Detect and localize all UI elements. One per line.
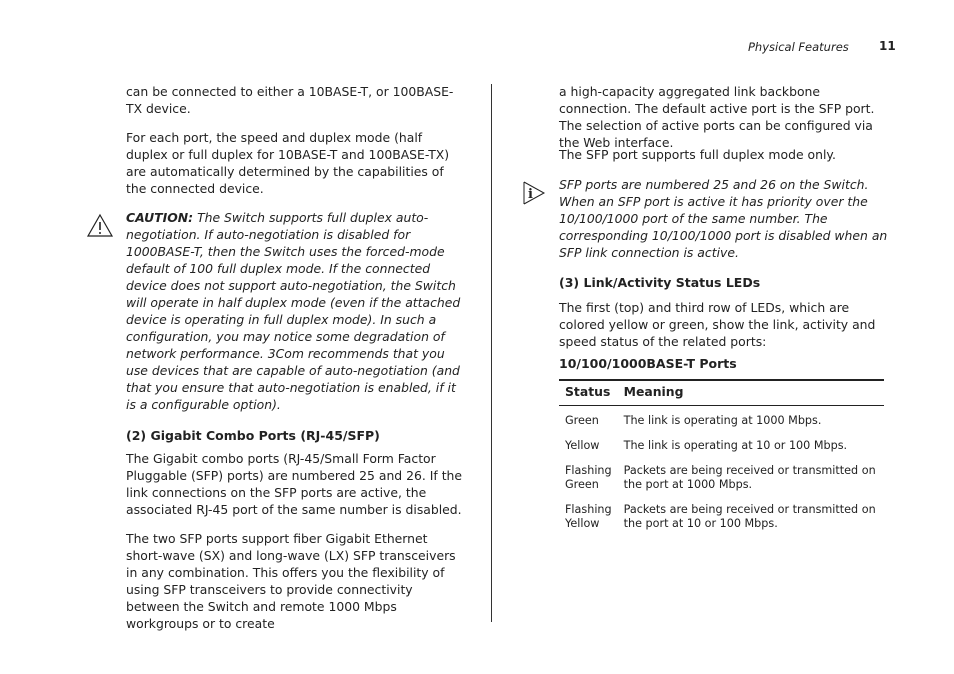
sfp-note: SFP ports are numbered 25 and 26 on the Switch. When an SFP port is active it has priority over the 10/100/1000 port of the same number. The corresponding 10/100/1000 port is disabled when an SFP link connection is active. (559, 177, 888, 260)
section-heading-combo-ports: (2) Gigabit Combo Ports (RJ-45/SFP) (126, 428, 380, 443)
meaning-cell: The link is operating at 10 or 100 Mbps. (623, 439, 848, 452)
table-row (559, 456, 884, 495)
right-paragraph-1: a high-capacity aggregated link backbone connection. The default active port is the SFP port. The selection of active ports can be configured via the Web interface. (559, 84, 875, 150)
table-subheading: 10/100/1000BASE-T Ports (559, 356, 737, 371)
status-cell: Flashing Green (565, 464, 612, 491)
status-cell: Yellow (565, 439, 600, 452)
table-row (559, 431, 884, 456)
right-paragraph-3: The first (top) and third row of LEDs, which are colored yellow or green, show the link, activity and speed status of the related ports: (559, 300, 876, 349)
section-heading-link-leds: (3) Link/Activity Status LEDs (559, 275, 761, 290)
status-cell: Flashing Yellow (565, 503, 612, 530)
left-paragraph-3: The Gigabit combo ports (RJ-45/Small Form Factor Pluggable (SFP) ports) are numbered 25 and 26. If the link connections on the SFP ports are active, the associated RJ-45 port of the same number is disabled. (126, 451, 463, 517)
column-divider (491, 84, 492, 622)
table-row (559, 495, 884, 534)
svg-text:i: i (528, 187, 533, 202)
left-paragraph-2: For each port, the speed and duplex mode (half duplex or full duplex for 10BASE-T and 100BASE-TX) are automatically determined by the capabilities of the connected device. (126, 130, 450, 196)
meaning-cell: The link is operating at 1000 Mbps. (623, 414, 822, 427)
meaning-cell: Packets are being received or transmitted on the port at 1000 Mbps. (623, 464, 876, 491)
page-number: 11 (879, 39, 896, 53)
table-header-row (559, 380, 884, 406)
caution-label: CAUTION: (126, 210, 194, 225)
led-status-table (559, 379, 884, 534)
caution-note (126, 209, 466, 413)
warning-triangle-icon (86, 213, 114, 238)
table-row (559, 406, 884, 432)
caution-body: The Switch supports full duplex auto-negotiation. If auto-negotiation is disabled for 1000BASE-T, then the Switch uses the forced-mode default of 100 full duplex mode. If the connected device does not support auto-negotiation, the Switch will operate in half duplex mode (even if the attached device is operating in full duplex mode). In such a configuration, you may notice some degradation of network performance. 3Com recommends that you use devices that are capable of auto-negotiation (and that you ensure that auto-negotiation is enabled, if it is a configurable option). (126, 210, 461, 412)
right-paragraph-2: The SFP port supports full duplex mode only. (559, 147, 836, 162)
meaning-cell: Packets are being received or transmitted on the port at 10 or 100 Mbps. (623, 503, 876, 530)
left-paragraph-4: The two SFP ports support fiber Gigabit Ethernet short-wave (SX) and long-wave (LX) SFP transceivers in any combination. This offers you the flexibility of using SFP transceivers to provide connectivity between the Switch and remote 1000 Mbps workgroups or to create (126, 531, 456, 631)
status-cell: Green (565, 414, 599, 427)
running-header-title: Physical Features (748, 40, 849, 54)
header-status: Status (559, 380, 618, 406)
info-icon (522, 180, 546, 206)
header-meaning: Meaning (618, 380, 884, 406)
left-paragraph-1: can be connected to either a 10BASE-T, or 100BASE-TX device. (126, 84, 454, 116)
